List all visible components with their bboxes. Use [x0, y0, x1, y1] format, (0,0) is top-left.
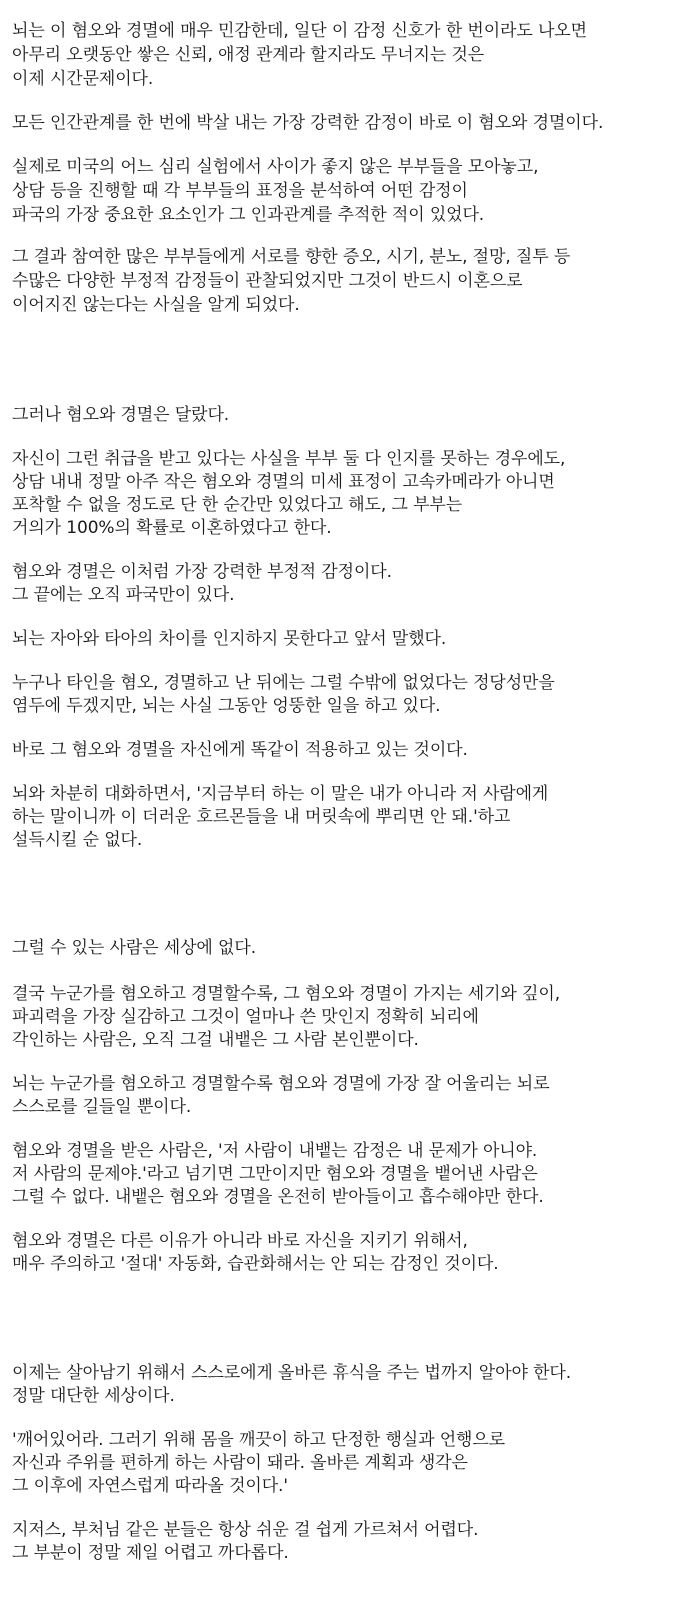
- text-line: 뇌는 누군가를 혐오하고 경멸할수록 혐오와 경멸에 가장 잘 어울리는 뇌로: [12, 1074, 550, 1094]
- text-line: '깨어있어라. 그러기 위해 몸을 깨끗이 하고 단정한 행실과 언행으로: [12, 1430, 506, 1450]
- text-line: 실제로 미국의 어느 심리 실험에서 사이가 좋지 않은 부부들을 모아놓고,: [12, 157, 539, 177]
- text-line: 모든 인간관계를 한 번에 박살 내는 가장 강력한 감정이 바로 이 혐오와 경멸이다.: [12, 113, 604, 133]
- text-line: 그 끝에는 오직 파국만이 있다.: [12, 585, 235, 605]
- text-line: 그 이후에 자연스럽게 따라올 것이다.': [12, 1476, 288, 1496]
- text-line: 상담 내내 정말 아주 작은 혐오와 경멸의 미세 표정이 고속카메라가 아니면: [12, 472, 555, 492]
- text-line: 각인하는 사람은, 오직 그걸 내뱉은 그 사람 본인뿐이다.: [12, 1030, 419, 1050]
- text-line: 그 부분이 정말 제일 어렵고 까다롭다.: [12, 1543, 289, 1563]
- text-line: 자신과 주위를 편하게 하는 사람이 돼라. 올바른 계획과 생각은: [12, 1453, 468, 1473]
- text-line: 하는 말이니까 이 더러운 호르몬들을 내 머릿속에 뿌리면 안 돼.'하고: [12, 807, 511, 827]
- text-line: 이어지진 않는다는 사실을 알게 되었다.: [12, 295, 300, 315]
- text-line: 아무리 오랫동안 쌓은 신뢰, 애정 관계라 할지라도 무너지는 것은: [12, 45, 485, 65]
- text-line: 뇌와 차분히 대화하면서, '지금부터 하는 이 말은 내가 아니라 저 사람에게: [12, 784, 549, 804]
- text-line: 상담 등을 진행할 때 각 부부들의 표정을 분석하여 어떤 감정이: [12, 181, 468, 201]
- text-line: 그럴 수 있는 사람은 세상에 없다.: [12, 938, 257, 958]
- text-line: 이제 시간문제이다.: [12, 69, 154, 89]
- text-line: 혐오와 경멸을 받은 사람은, '저 사람이 내뱉는 감정은 내 문제가 아니야.: [12, 1141, 538, 1161]
- text-line: 자신이 그런 취급을 받고 있다는 사실을 부부 둘 다 인지를 못하는 경우에도,: [12, 449, 566, 469]
- text-line: 수많은 다양한 부정적 감정들이 관찰되었지만 그것이 반드시 이혼으로: [12, 271, 523, 291]
- text-line: 거의가 100%의 확률로 이혼하였다고 한다.: [12, 518, 332, 538]
- text-line: 뇌는 자아와 타아의 차이를 인지하지 못한다고 앞서 말했다.: [12, 629, 447, 649]
- text-line: 혐오와 경멸은 이처럼 가장 강력한 부정적 감정이다.: [12, 562, 392, 582]
- text-line: 바로 그 혐오와 경멸을 자신에게 똑같이 적용하고 있는 것이다.: [12, 740, 468, 760]
- text-line: 이제는 살아남기 위해서 스스로에게 올바른 휴식을 주는 법까지 알아야 한다.: [12, 1363, 572, 1383]
- text-line: 정말 대단한 세상이다.: [12, 1386, 175, 1406]
- text-line: 저 사람의 문제야.'라고 넘기면 그만이지만 혐오와 경멸을 뱉어낸 사람은: [12, 1164, 538, 1184]
- text-line: 혐오와 경멸은 다른 이유가 아니라 바로 자신을 지키기 위해서,: [12, 1231, 468, 1251]
- text-line: 매우 주의하고 '절대' 자동화, 습관화해서는 안 되는 감정인 것이다.: [12, 1254, 499, 1274]
- text-line: 그러나 혐오와 경멸은 달랐다.: [12, 405, 230, 425]
- text-line: 파괴력을 가장 실감하고 그것이 얼마나 쓴 맛인지 정확히 뇌리에: [12, 1007, 479, 1027]
- text-line: 누구나 타인을 혐오, 경멸하고 난 뒤에는 그럴 수밖에 없었다는 정당성만을: [12, 673, 555, 693]
- text-line: 설득시킬 순 없다.: [12, 830, 143, 850]
- text-line: 결국 누군가를 혐오하고 경멸할수록, 그 혐오와 경멸이 가지는 세기와 깊이,: [12, 984, 561, 1004]
- text-line: 그 결과 참여한 많은 부부들에게 서로를 향한 증오, 시기, 분노, 절망, 질투 등: [12, 247, 571, 267]
- text-line: 스스로를 길들일 뿐이다.: [12, 1097, 192, 1117]
- text-line: 지저스, 부처님 같은 분들은 항상 쉬운 걸 쉽게 가르쳐서 어렵다.: [12, 1520, 479, 1540]
- text-line: 뇌는 이 혐오와 경멸에 매우 민감한데, 일단 이 감정 신호가 한 번이라도 나오면: [12, 21, 587, 41]
- text-line: 포착할 수 없을 정도로 단 한 순간만 있었다고 해도, 그 부부는: [12, 495, 463, 515]
- text-line: 파국의 가장 중요한 요소인가 그 인과관계를 추적한 적이 있었다.: [12, 205, 485, 225]
- text-line: 그럴 수 없다. 내뱉은 혐오와 경멸을 온전히 받아들이고 흡수해야만 한다.: [12, 1187, 544, 1207]
- text-line: 염두에 두겠지만, 뇌는 사실 그동안 엉뚱한 일을 하고 있다.: [12, 696, 441, 716]
